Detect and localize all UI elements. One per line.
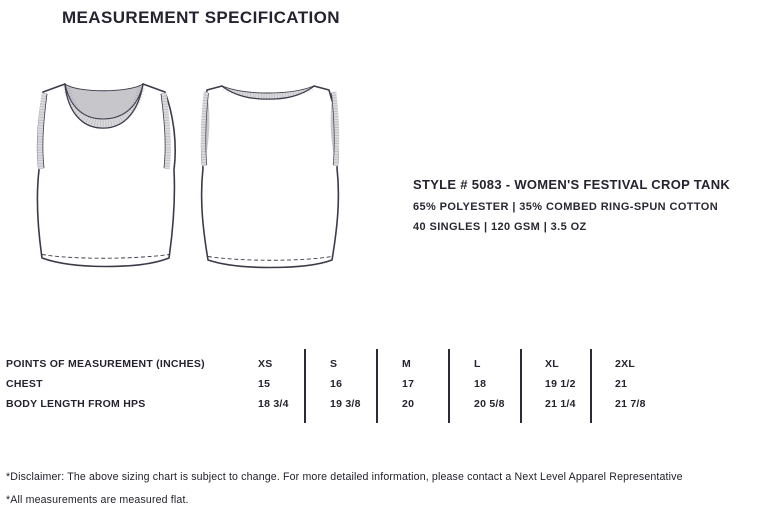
tank-front-drawing [32, 78, 182, 273]
page-title: MEASUREMENT SPECIFICATION [62, 8, 340, 27]
size-column-s [306, 349, 378, 423]
fabric-content: 65% POLYESTER | 35% COMBED RING-SPUN COTTON [413, 201, 719, 213]
size-column-xs [234, 349, 306, 423]
size-column-2xl [592, 349, 682, 423]
fabric-weight: 40 SINGLES | 120 GSM | 3.5 OZ [413, 221, 587, 233]
size-value-s-row1: 19 3/8 [330, 398, 361, 410]
size-header-m: M [402, 358, 411, 370]
size-header-s: S [330, 358, 338, 370]
disclaimer-note: *Disclaimer: The above sizing chart is subject to change. For more detailed information, please contact a Next Level Apparel Representative [6, 471, 683, 483]
size-value-xs-row1: 18 3/4 [258, 398, 289, 410]
size-value-xl-row1: 21 1/4 [545, 398, 576, 410]
style-title: STYLE # 5083 - WOMEN'S FESTIVAL CROP TANK [413, 177, 731, 192]
size-column-xl [522, 349, 592, 423]
size-header-2xl: 2XL [615, 358, 636, 370]
footnotes-block [6, 471, 683, 515]
tank-back-drawing [196, 78, 346, 273]
row-label-body-length-from-hps: BODY LENGTH FROM HPS [6, 398, 146, 410]
size-value-s-row0: 16 [330, 378, 343, 390]
size-column-l [450, 349, 522, 423]
size-column-m [378, 349, 450, 423]
size-value-2xl-row0: 21 [615, 378, 628, 390]
size-value-2xl-row1: 21 7/8 [615, 398, 646, 410]
size-chart-table [6, 349, 682, 423]
back-body-outline [202, 86, 339, 268]
size-value-l-row1: 20 5/8 [474, 398, 505, 410]
size-value-m-row1: 20 [402, 398, 415, 410]
size-value-xs-row0: 15 [258, 378, 271, 390]
size-value-m-row0: 17 [402, 378, 415, 390]
row-label-chest: CHEST [6, 378, 43, 390]
flat-measurement-note: *All measurements are measured flat. [6, 494, 189, 506]
size-value-l-row0: 18 [474, 378, 487, 390]
points-of-measurement-header: POINTS OF MEASUREMENT (INCHES) [6, 358, 205, 370]
size-header-xs: XS [258, 358, 273, 370]
size-header-xl: XL [545, 358, 559, 370]
product-info-block [413, 177, 730, 241]
size-header-l: L [474, 358, 481, 370]
size-value-xl-row0: 19 1/2 [545, 378, 576, 390]
measurement-labels-column [6, 349, 234, 423]
